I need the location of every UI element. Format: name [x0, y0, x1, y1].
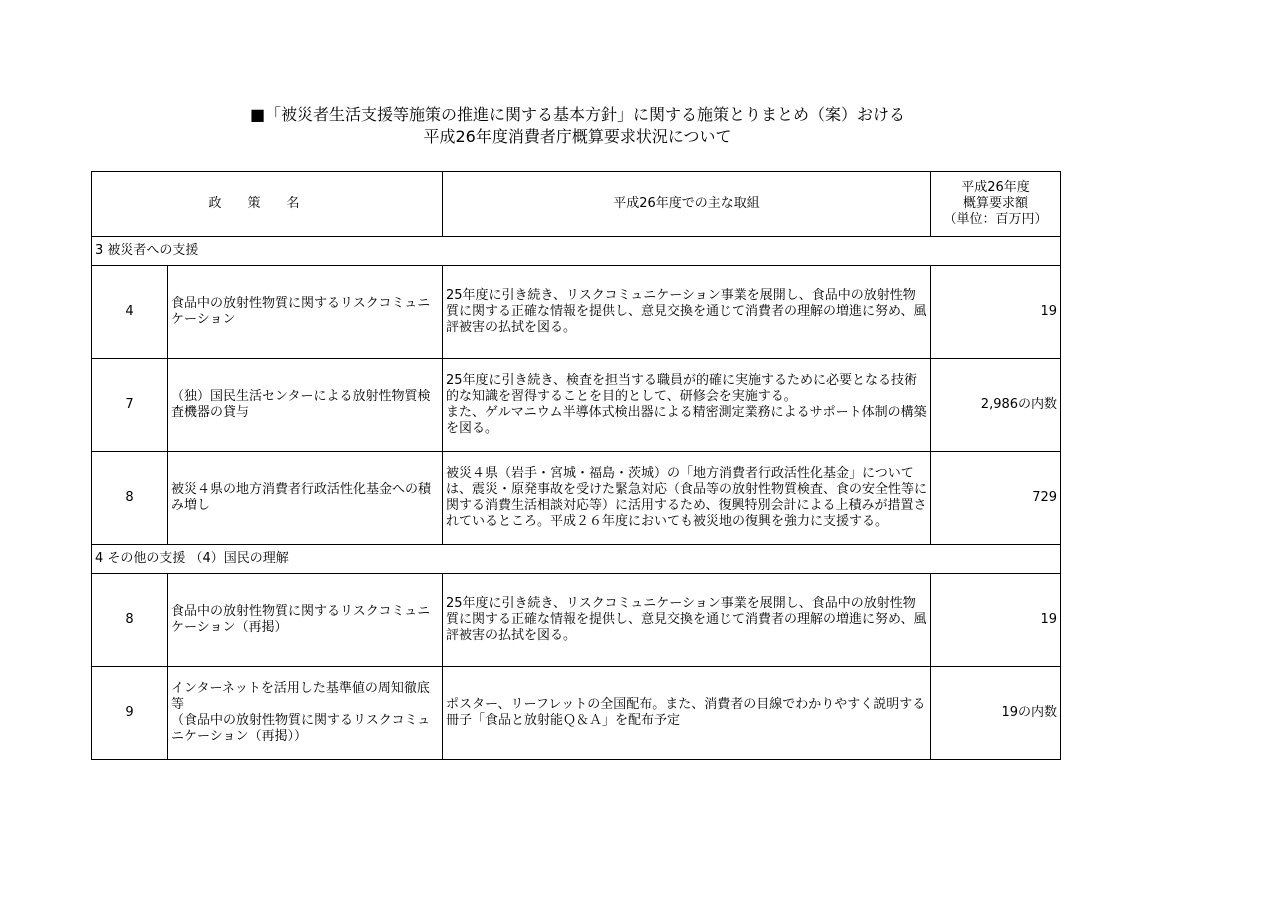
- policy-name: （独）国民生活センターによる放射性物質検査機器の貸与: [168, 359, 443, 452]
- title-line-1: ■「被災者生活支援等施策の推進に関する基本方針」に関する施策とりまとめ（案）おける: [249, 105, 906, 124]
- budget-amount: 2,986の内数: [931, 359, 1061, 452]
- initiative-text: 25年度に引き続き、検査を担当する職員が的確に実施するために必要となる技術的な知識を習得することを目的として、研修会を実施する。 また、ゲルマニウム半導体式検出器による精密測定業務によるサポート体制の構築を図る。: [443, 359, 931, 452]
- row-number: 4: [92, 266, 168, 359]
- section-header-row: [92, 237, 1061, 266]
- table-row: [92, 574, 1061, 667]
- initiative-text: ポスター、リーフレットの全国配布。また、消費者の目線でわかりやすく説明する冊子「食品と放射能Ｑ＆Ａ」を配布予定: [443, 667, 931, 760]
- table-row: [92, 452, 1061, 545]
- header-amount: 平成26年度 概算要求額 （単位：百万円）: [931, 172, 1061, 237]
- section-header-row: [92, 545, 1061, 574]
- header-initiative: 平成26年度での主な取組: [443, 172, 931, 237]
- row-number: 9: [92, 667, 168, 760]
- row-number: 8: [92, 452, 168, 545]
- policy-name: 被災４県の地方消費者行政活性化基金への積み増し: [168, 452, 443, 545]
- policy-name: インターネットを活用した基準値の周知徹底等 （食品中の放射性物質に関するリスクコミュニケーション（再掲））: [168, 667, 443, 760]
- initiative-text: 被災４県（岩手・宮城・福島・茨城）の「地方消費者行政活性化基金」については、震災・原発事故を受けた緊急対応（食品等の放射性物質検査、食の安全性等に関する消費生活相談対応等）に活用するため、復興特別会計による上積みが措置されているところ。平成２６年度においても被災地の復興を強力に支援する。: [443, 452, 931, 545]
- table-row: [92, 266, 1061, 359]
- row-number: 8: [92, 574, 168, 667]
- policy-name: 食品中の放射性物質に関するリスクコミュニケーション: [168, 266, 443, 359]
- header-row: [92, 172, 1061, 237]
- policy-name: 食品中の放射性物質に関するリスクコミュニケーション（再掲）: [168, 574, 443, 667]
- budget-amount: 19: [931, 574, 1061, 667]
- budget-amount: 19の内数: [931, 667, 1061, 760]
- initiative-text: 25年度に引き続き、リスクコミュニケーション事業を展開し、食品中の放射性物質に関する正確な情報を提供し、意見交換を通じて消費者の理解の増進に努め、風評被害の払拭を図る。: [443, 574, 931, 667]
- section-label: 4 その他の支援 （4）国民の理解: [92, 545, 1061, 574]
- header-policy: 政策名: [92, 172, 443, 237]
- table-row: [92, 359, 1061, 452]
- row-number: 7: [92, 359, 168, 452]
- initiative-text: 25年度に引き続き、リスクコミュニケーション事業を展開し、食品中の放射性物質に関する正確な情報を提供し、意見交換を通じて消費者の理解の増進に努め、風評被害の払拭を図る。: [443, 266, 931, 359]
- budget-amount: 729: [931, 452, 1061, 545]
- table-row: [92, 667, 1061, 760]
- budget-amount: 19: [931, 266, 1061, 359]
- budget-table: [91, 171, 1061, 760]
- title-line-2: 平成26年度消費者庁概算要求状況について: [423, 127, 732, 146]
- section-label: 3 被災者への支援: [92, 237, 1061, 266]
- document-title: [0, 104, 1155, 148]
